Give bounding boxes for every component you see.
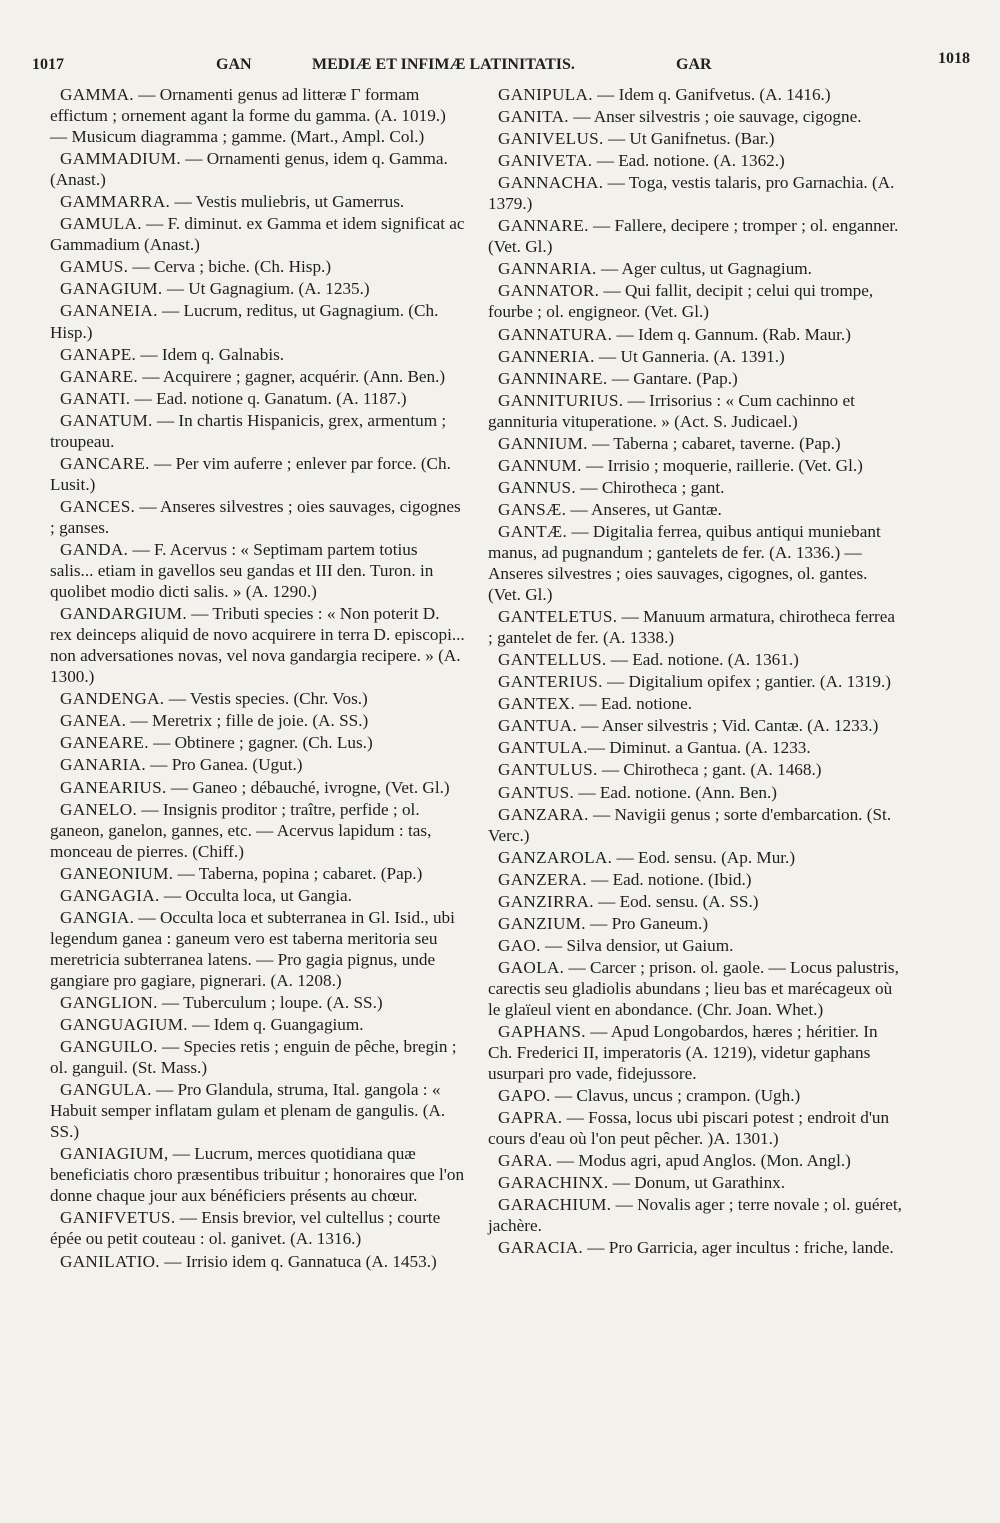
dictionary-entry bbox=[488, 324, 903, 345]
entry-headword: GANZIRRA. bbox=[498, 891, 594, 911]
entry-headword: GANEARE. bbox=[60, 733, 149, 753]
entry-definition: — Ut Ganneria. (A. 1391.) bbox=[594, 346, 785, 366]
dictionary-entry bbox=[488, 804, 903, 846]
entry-definition: — Occulta loca et subterranea in Gl. Isid., ubi legendum ganea : ganeum vero est taberna meritoria seu meretricia subterranea latens. — Pro gagia pignus, unde gangiare pro gagiare, pignerari. (A. 1208.) bbox=[50, 907, 455, 990]
dictionary-entry bbox=[50, 366, 465, 387]
entry-definition: — Qui fallit, decipit ; celui qui trompe, fourbe ; ol. engigneor. (Vet. Gl.) bbox=[488, 281, 874, 322]
entry-definition: — Ead. notione. (A. 1362.) bbox=[592, 151, 785, 171]
entry-headword: GANNINARE. bbox=[498, 368, 608, 388]
entry-headword: GAPO. bbox=[498, 1086, 551, 1106]
entry-definition: — Obtinere ; gagner. (Ch. Lus.) bbox=[148, 733, 373, 753]
entry-headword: GANILATIO. bbox=[60, 1251, 160, 1271]
entry-definition: — Digitalia ferrea, quibus antiqui muniebant manus, ad pugnandum ; gantelets de fer. (A. 1336.) — Anseres silvestres ; oies sauvages, cigognes, ol. gantes. (Vet. Gl.) bbox=[488, 521, 881, 605]
entry-headword: GANZIUM. bbox=[498, 913, 586, 933]
dictionary-entry bbox=[488, 128, 903, 149]
entry-definition: — Novalis ager ; terre novale ; ol. guéret, jachère. bbox=[488, 1195, 902, 1236]
dictionary-entry bbox=[488, 150, 903, 171]
dictionary-entry bbox=[488, 891, 903, 912]
entry-headword: GANGIA. bbox=[60, 907, 135, 927]
dictionary-entry bbox=[50, 539, 465, 602]
dictionary-entry bbox=[488, 715, 903, 736]
entry-headword: GANTULUS. bbox=[498, 760, 598, 780]
entry-headword: GARACHIUM. bbox=[498, 1195, 612, 1215]
entry-headword: GANNARIA. bbox=[498, 259, 597, 279]
dictionary-entry bbox=[50, 1036, 465, 1078]
entry-definition: — Pro Ganea. (Ugut.) bbox=[145, 755, 303, 775]
entry-definition: — Vestis species. (Chr. Vos.) bbox=[164, 689, 368, 709]
entry-headword: GARACIA. bbox=[498, 1238, 583, 1258]
entry-headword: GANIFVETUS. bbox=[60, 1208, 176, 1228]
dictionary-entry bbox=[488, 477, 903, 498]
entry-headword: GANTEX. bbox=[498, 694, 576, 714]
entry-definition: — Acquirere ; gagner, acquérir. (Ann. Ben.) bbox=[138, 366, 446, 386]
dictionary-entry bbox=[488, 671, 903, 692]
entry-definition: — Anser silvestris ; Vid. Cantæ. (A. 1233.) bbox=[576, 716, 879, 736]
entry-headword: GANEARIUS. bbox=[60, 777, 167, 797]
dictionary-entry bbox=[50, 863, 465, 884]
entry-headword: GAMUS. bbox=[60, 257, 129, 277]
dictionary-entry bbox=[488, 368, 903, 389]
entry-definition: — Lucrum, merces quotidiana quæ beneficiatis choro præsentibus tribuitur ; honoraires que l'on donne chaque jour aux bénéficiers présents au chœur. bbox=[50, 1144, 465, 1206]
entry-headword: GANNERIA. bbox=[498, 346, 595, 366]
entry-headword: GANNUS. bbox=[498, 477, 577, 497]
entry-definition: — Idem q. Guangagium. bbox=[187, 1015, 364, 1035]
entry-headword: GANTELETUS. bbox=[498, 607, 618, 627]
entry-headword: GAPHANS. bbox=[498, 1022, 586, 1042]
dictionary-entry bbox=[50, 885, 465, 906]
dictionary-entry bbox=[488, 1172, 903, 1193]
dictionary-entry bbox=[488, 346, 903, 367]
entry-definition: — Taberna, popina ; cabaret. (Pap.) bbox=[173, 863, 423, 883]
dictionary-entry bbox=[488, 782, 903, 803]
dictionary-entry bbox=[488, 737, 903, 758]
entry-definition: — Chirotheca ; gant. bbox=[576, 477, 725, 497]
dictionary-entry bbox=[50, 191, 465, 212]
entry-definition: — Irrisorius : « Cum cachinno et gannituria vituperatione. » (Act. S. Judicael.) bbox=[488, 390, 855, 431]
entry-definition: — Ead. notione. (Ibid.) bbox=[586, 869, 752, 889]
entry-headword: GARA. bbox=[498, 1151, 553, 1171]
entry-definition: — Donum, ut Garathinx. bbox=[608, 1173, 786, 1193]
dictionary-entry bbox=[50, 278, 465, 299]
dictionary-entry bbox=[50, 992, 465, 1013]
entry-headword: GANTUA. bbox=[498, 716, 577, 736]
entry-definition: — Anseres silvestres ; oies sauvages, cigognes ; ganses. bbox=[50, 496, 461, 537]
guide-word-right: GAR bbox=[676, 56, 712, 73]
entry-definition: — Ead. notione. (A. 1361.) bbox=[606, 650, 799, 670]
entry-headword: GANDARGIUM. bbox=[60, 604, 187, 624]
entry-definition: — Digitalium opifex ; gantier. (A. 1319.) bbox=[602, 672, 892, 692]
dictionary-entry bbox=[488, 258, 903, 279]
entry-headword: GANITA. bbox=[498, 107, 569, 127]
dictionary-entry bbox=[488, 172, 903, 214]
entry-headword: GANGUAGIUM. bbox=[60, 1015, 188, 1035]
entry-definition: — Ganeo ; débauché, ivrogne, (Vet. Gl.) bbox=[166, 777, 450, 797]
guide-word-left: GAN bbox=[216, 56, 252, 73]
entry-definition: — Meretrix ; fille de joie. (A. SS.) bbox=[126, 711, 369, 731]
entry-headword: GANAPE. bbox=[60, 344, 137, 364]
dictionary-entry bbox=[488, 759, 903, 780]
dictionary-entry bbox=[488, 455, 903, 476]
dictionary-entry bbox=[50, 388, 465, 409]
entry-definition: — Pro Glandula, struma, Ital. gangola : « Habuit semper inflatam gulam et plenam de gangulis. (A. SS.) bbox=[50, 1080, 446, 1142]
entry-definition: — Manuum armatura, chirotheca ferrea ; gantelet de fer. (A. 1338.) bbox=[488, 607, 896, 648]
entry-definition: — Pro Garricia, ager incultus : friche, lande. bbox=[583, 1238, 894, 1258]
entry-definition: — Idem q. Galnabis. bbox=[136, 344, 285, 364]
entry-definition: — Ead. notione. bbox=[575, 694, 692, 714]
entry-headword: GANIAGIUM, bbox=[60, 1144, 169, 1164]
dictionary-entry bbox=[488, 1021, 903, 1084]
dictionary-entry bbox=[488, 1194, 903, 1236]
entry-definition: — Apud Longobardos, hæres ; héritier. In Ch. Frederici II, imperatoris (A. 1219), videtur gaphans usurpari pro vade, fidejussore. bbox=[488, 1022, 878, 1084]
entry-definition: — Irrisio ; moquerie, raillerie. (Vet. Gl.) bbox=[581, 455, 863, 475]
dictionary-entry bbox=[50, 1143, 465, 1206]
running-title: MEDIÆ ET INFIMÆ LATINITATIS. bbox=[312, 56, 575, 73]
entry-headword: GANNATURA. bbox=[498, 324, 613, 344]
entry-headword: GANTERIUS. bbox=[498, 672, 603, 692]
dictionary-entry bbox=[50, 148, 465, 190]
entry-headword: GANAGIUM. bbox=[60, 279, 163, 299]
dictionary-entry bbox=[488, 433, 903, 454]
entry-headword: GANZAROLA. bbox=[498, 847, 613, 867]
entry-headword: GANANEIA. bbox=[60, 301, 158, 321]
entry-definition: — Ornamenti genus, idem q. Gamma. (Anast.) bbox=[50, 149, 448, 190]
entry-definition: — Per vim auferre ; enlever par force. (Ch. Lusit.) bbox=[50, 453, 451, 494]
dictionary-entry bbox=[50, 300, 465, 342]
entry-headword: GANIPULA. bbox=[498, 85, 593, 104]
entry-headword: GANIVELUS. bbox=[498, 129, 604, 149]
entry-headword: GANGLION. bbox=[60, 992, 158, 1012]
entry-headword: GANDENGA. bbox=[60, 689, 165, 709]
entry-definition: — Irrisio idem q. Gannatuca (A. 1453.) bbox=[159, 1251, 437, 1271]
entry-definition: — Ead. notione. (Ann. Ben.) bbox=[574, 782, 777, 802]
entry-definition: — Pro Ganeum.) bbox=[585, 913, 709, 933]
entry-headword: GAPRA. bbox=[498, 1108, 563, 1128]
entry-headword: GANGULA. bbox=[60, 1080, 152, 1100]
entry-definition: — Idem q. Gannum. (Rab. Maur.) bbox=[612, 324, 851, 344]
dictionary-entry bbox=[50, 799, 465, 862]
dictionary-entry bbox=[488, 935, 903, 956]
dictionary-entry bbox=[488, 390, 903, 432]
dictionary-entry bbox=[50, 603, 465, 687]
dictionary-entry bbox=[488, 1085, 903, 1106]
dictionary-entry bbox=[50, 732, 465, 753]
dictionary-entry bbox=[488, 1150, 903, 1171]
entry-headword: GANNUM. bbox=[498, 455, 582, 475]
dictionary-entry bbox=[50, 84, 465, 147]
dictionary-entry bbox=[50, 1207, 465, 1249]
dictionary-entry bbox=[488, 84, 903, 105]
entry-headword: GAMMARRA. bbox=[60, 192, 171, 212]
entry-headword: GANNACHA. bbox=[498, 173, 604, 193]
entry-definition: — Diminut. a Gantua. (A. 1233. bbox=[587, 738, 811, 758]
dictionary-entry bbox=[50, 256, 465, 277]
entry-definition: — Toga, vestis talaris, pro Garnachia. (A. 1379.) bbox=[488, 173, 895, 214]
entry-definition: — Eod. sensu. (A. SS.) bbox=[593, 891, 759, 911]
entry-headword: GANSÆ. bbox=[498, 499, 567, 519]
entry-headword: GANZARA. bbox=[498, 804, 589, 824]
dictionary-entry bbox=[50, 777, 465, 798]
dictionary-entry bbox=[488, 693, 903, 714]
entry-definition: — F. Acervus : « Septimam partem totius salis... etiam in gavellos seu gandas et III den. Turon. in quolibet modio dicti salis. » (A. 1290.) bbox=[50, 539, 434, 602]
entry-headword: GANEA. bbox=[60, 711, 127, 731]
entry-definition: — Tuberculum ; loupe. (A. SS.) bbox=[157, 992, 383, 1012]
entry-headword: GANNATOR. bbox=[498, 281, 600, 301]
page-header bbox=[30, 50, 970, 80]
entry-headword: GANGUILO. bbox=[60, 1037, 158, 1057]
dictionary-entry bbox=[488, 847, 903, 868]
dictionary-entry bbox=[50, 213, 465, 255]
entry-definition: — Taberna ; cabaret, taverne. (Pap.) bbox=[587, 433, 841, 453]
entry-headword: GANARE. bbox=[60, 366, 139, 386]
entry-definition: — Lucrum, reditus, ut Gagnagium. (Ch. Hisp.) bbox=[50, 301, 439, 342]
entry-headword: GANNIUM. bbox=[498, 433, 588, 453]
dictionary-entry bbox=[50, 710, 465, 731]
dictionary-entry bbox=[50, 907, 465, 991]
dictionary-entry bbox=[488, 869, 903, 890]
entry-definition: — Navigii genus ; sorte d'embarcation. (St. Verc.) bbox=[488, 804, 892, 845]
entry-headword: GANARIA. bbox=[60, 755, 146, 775]
entry-definition: — Ut Gagnagium. (A. 1235.) bbox=[162, 279, 370, 299]
dictionary-entry bbox=[488, 280, 903, 322]
entry-headword: GAMULA. bbox=[60, 214, 142, 234]
dictionary-entry bbox=[50, 754, 465, 775]
dictionary-entry bbox=[488, 913, 903, 934]
entry-headword: GANNARE. bbox=[498, 216, 589, 236]
dictionary-entry bbox=[50, 1014, 465, 1035]
entry-headword: GANCARE. bbox=[60, 453, 150, 473]
entry-headword: GANTULA. bbox=[498, 738, 588, 758]
entry-definition: — Carcer ; prison. ol. gaole. — Locus palustris, carectis seu gladiolis abundans ; lieu bas et marécageux où le glaïeul vient en abondance. (Chr. Joan. Whet.) bbox=[488, 957, 899, 1019]
entry-headword: GARACHINX. bbox=[498, 1173, 609, 1193]
left-column bbox=[50, 84, 465, 1273]
entry-headword: GAMMA. bbox=[60, 85, 134, 104]
entry-headword: GAMMADIUM. bbox=[60, 149, 181, 169]
entry-definition: — Ensis brevior, vel cultellus ; courte épée ou petit couteau : ol. ganivet. (A. 1316.) bbox=[50, 1208, 441, 1249]
entry-headword: GANGAGIA. bbox=[60, 885, 160, 905]
entry-headword: GANZERA. bbox=[498, 869, 587, 889]
dictionary-entry bbox=[488, 106, 903, 127]
entry-definition: — Species retis ; enguin de pêche, bregin ; ol. ganguil. (St. Mass.) bbox=[50, 1037, 457, 1078]
entry-definition: — Modus agri, apud Anglos. (Mon. Angl.) bbox=[552, 1151, 851, 1171]
entry-definition: — F. diminut. ex Gamma et idem significat ac Gammadium (Anast.) bbox=[50, 214, 465, 255]
entry-headword: GANATI. bbox=[60, 388, 131, 408]
entry-definition: — Chirotheca ; gant. (A. 1468.) bbox=[597, 760, 822, 780]
dictionary-entry bbox=[488, 1237, 903, 1258]
entry-definition: — Vestis muliebris, ut Gamerrus. bbox=[170, 192, 405, 212]
right-column bbox=[488, 84, 903, 1260]
entry-definition: — Eod. sensu. (Ap. Mur.) bbox=[612, 847, 796, 867]
entry-definition: — Gantare. (Pap.) bbox=[607, 368, 738, 388]
entry-headword: GANDA. bbox=[60, 539, 129, 559]
dictionary-entry bbox=[488, 521, 903, 605]
entry-headword: GANELO. bbox=[60, 799, 138, 819]
entry-headword: GANNITURIUS. bbox=[498, 390, 624, 410]
entry-headword: GANCES. bbox=[60, 496, 136, 516]
entry-definition: — In chartis Hispanicis, grex, armentum ; troupeau. bbox=[50, 410, 447, 451]
entry-definition: — Occulta loca, ut Gangia. bbox=[159, 885, 352, 905]
entry-definition: — Idem q. Ganifvetus. (A. 1416.) bbox=[592, 85, 831, 104]
dictionary-entry bbox=[50, 688, 465, 709]
entry-headword: GAO. bbox=[498, 935, 541, 955]
dictionary-entry bbox=[488, 499, 903, 520]
entry-definition: — Ead. notione q. Ganatum. (A. 1187.) bbox=[130, 388, 407, 408]
entry-headword: GANATUM. bbox=[60, 410, 153, 430]
dictionary-entry bbox=[50, 453, 465, 495]
dictionary-entry bbox=[50, 1251, 465, 1272]
dictionary-entry bbox=[488, 1107, 903, 1149]
dictionary-entry bbox=[488, 215, 903, 257]
entry-definition: — Ornamenti genus ad litteræ Γ formam effictum ; ornement agant la forme du gamma. (A. 1019.) — Musicum diagramma ; gamme. (Mart., Ampl. Col.) bbox=[50, 85, 446, 147]
entry-definition: — Insignis proditor ; traître, perfide ; ol. ganeon, ganelon, gannes, etc. — Acervus lapidum : tas, monceau de pierres. (Chiff.) bbox=[50, 799, 432, 861]
page-number-left: 1017 bbox=[32, 56, 64, 73]
dictionary-entry bbox=[50, 1079, 465, 1142]
entry-headword: GANTUS. bbox=[498, 782, 575, 802]
entry-definition: — Fallere, decipere ; tromper ; ol. enganner. (Vet. Gl.) bbox=[488, 216, 899, 257]
entry-headword: GANTÆ. bbox=[498, 521, 568, 541]
entry-definition: — Anseres, ut Gantæ. bbox=[566, 499, 722, 519]
dictionary-entry bbox=[50, 496, 465, 538]
entry-headword: GANIVETA. bbox=[498, 151, 593, 171]
entry-definition: — Silva densior, ut Gaium. bbox=[540, 935, 734, 955]
dictionary-entry bbox=[488, 957, 903, 1020]
entry-headword: GANEONIUM. bbox=[60, 863, 174, 883]
dictionary-entry bbox=[488, 649, 903, 670]
page-number-right: 1018 bbox=[938, 50, 970, 67]
entry-headword: GANTELLUS. bbox=[498, 650, 607, 670]
dictionary-entry bbox=[50, 344, 465, 365]
dictionary-entry bbox=[488, 606, 903, 648]
entry-definition: — Ager cultus, ut Gagnagium. bbox=[596, 259, 812, 279]
entry-definition: — Anser silvestris ; oie sauvage, cigogne. bbox=[568, 107, 862, 127]
entry-definition: — Cerva ; biche. (Ch. Hisp.) bbox=[128, 257, 332, 277]
entry-headword: GAOLA. bbox=[498, 957, 565, 977]
dictionary-entry bbox=[50, 410, 465, 452]
entry-definition: — Tributi species : « Non poterit D. rex deinceps aliquid de novo acquirere in terra D. episcopi... non adversationes novas, vel nova gandargia recipere. » (A. 1300.) bbox=[50, 604, 465, 687]
entry-definition: — Ut Ganifnetus. (Bar.) bbox=[603, 129, 775, 149]
entry-definition: — Fossa, locus ubi piscari potest ; endroit d'un cours d'eau où l'on peut pêcher. )A. 1301.) bbox=[488, 1108, 890, 1149]
entry-definition: — Clavus, uncus ; crampon. (Ugh.) bbox=[550, 1086, 801, 1106]
